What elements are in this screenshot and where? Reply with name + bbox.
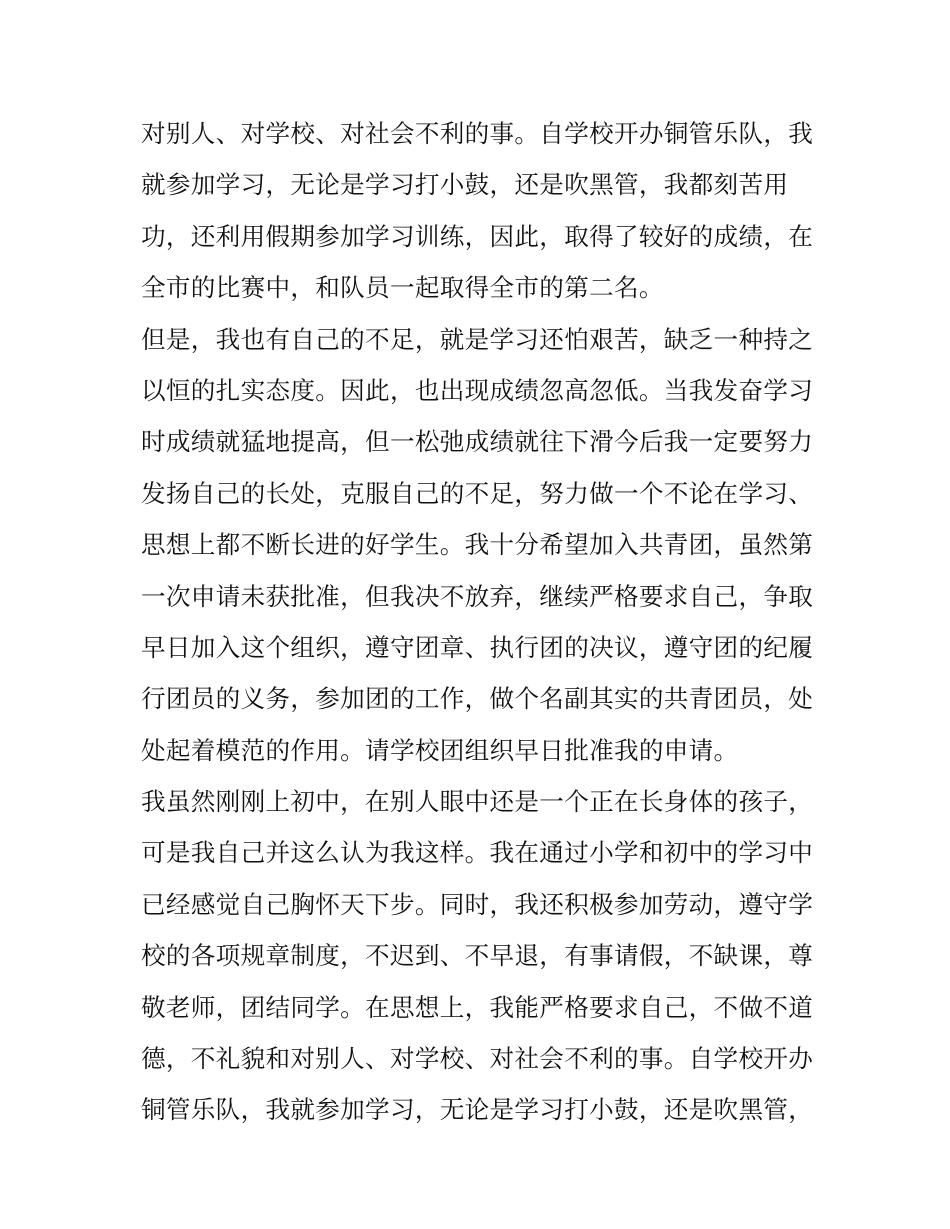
text-line: 时成绩就猛地提高，但一松弛成绩就往下滑今后我一定要努力 bbox=[141, 427, 814, 457]
text-line: 就参加学习，无论是学习打小鼓，还是吹黑管，我都刻苦用 bbox=[141, 170, 789, 200]
text-line: 已经感觉自己胸怀天下步。同时，我还积极参加劳动，遵守学 bbox=[141, 889, 814, 919]
text-line: 以恒的扎实态度。因此，也出现成绩忽高忽低。当我发奋学习 bbox=[141, 375, 814, 405]
text-line: 我虽然刚刚上初中，在别人眼中还是一个正在长身体的孩子， bbox=[141, 787, 814, 817]
text-line: 德，不礼貌和对别人、对学校、对社会不利的事。自学校开办 bbox=[141, 1044, 814, 1074]
text-line: 处起着模范的作用。请学校团组织早日批准我的申请。 bbox=[141, 735, 739, 765]
text-line: 早日加入这个组织，遵守团章、执行团的决议，遵守团的纪履 bbox=[141, 632, 814, 662]
text-line: 一次申请未获批准，但我决不放弃，继续严格要求自己，争取 bbox=[141, 581, 814, 611]
text-line: 铜管乐队，我就参加学习，无论是学习打小鼓，还是吹黑管， bbox=[141, 1095, 814, 1125]
text-line: 校的各项规章制度，不迟到、不早退，有事请假，不缺课，尊 bbox=[141, 941, 814, 971]
body-text bbox=[141, 108, 821, 1136]
text-line: 可是我自己并这么认为我这样。我在通过小学和初中的学习中 bbox=[141, 838, 814, 868]
text-line: 但是，我也有自己的不足，就是学习还怕艰苦，缺乏一种持之 bbox=[141, 324, 814, 354]
text-line: 功，还利用假期参加学习训练，因此，取得了较好的成绩，在 bbox=[141, 221, 814, 251]
text-line: 行团员的义务，参加团的工作，做个名副其实的共青团员，处 bbox=[141, 684, 814, 714]
text-line: 发扬自己的长处，克服自己的不足，努力做一个不论在学习、 bbox=[141, 478, 814, 508]
text-line: 对别人、对学校、对社会不利的事。自学校开办铜管乐队，我 bbox=[141, 119, 814, 148]
text-line: 思想上都不断长进的好学生。我十分希望加入共青团，虽然第 bbox=[141, 530, 814, 560]
text-line: 全市的比赛中，和队员一起取得全市的第二名。 bbox=[141, 273, 664, 303]
text-line: 敬老师，团结同学。在思想上，我能严格要求自己，不做不道 bbox=[141, 992, 814, 1022]
